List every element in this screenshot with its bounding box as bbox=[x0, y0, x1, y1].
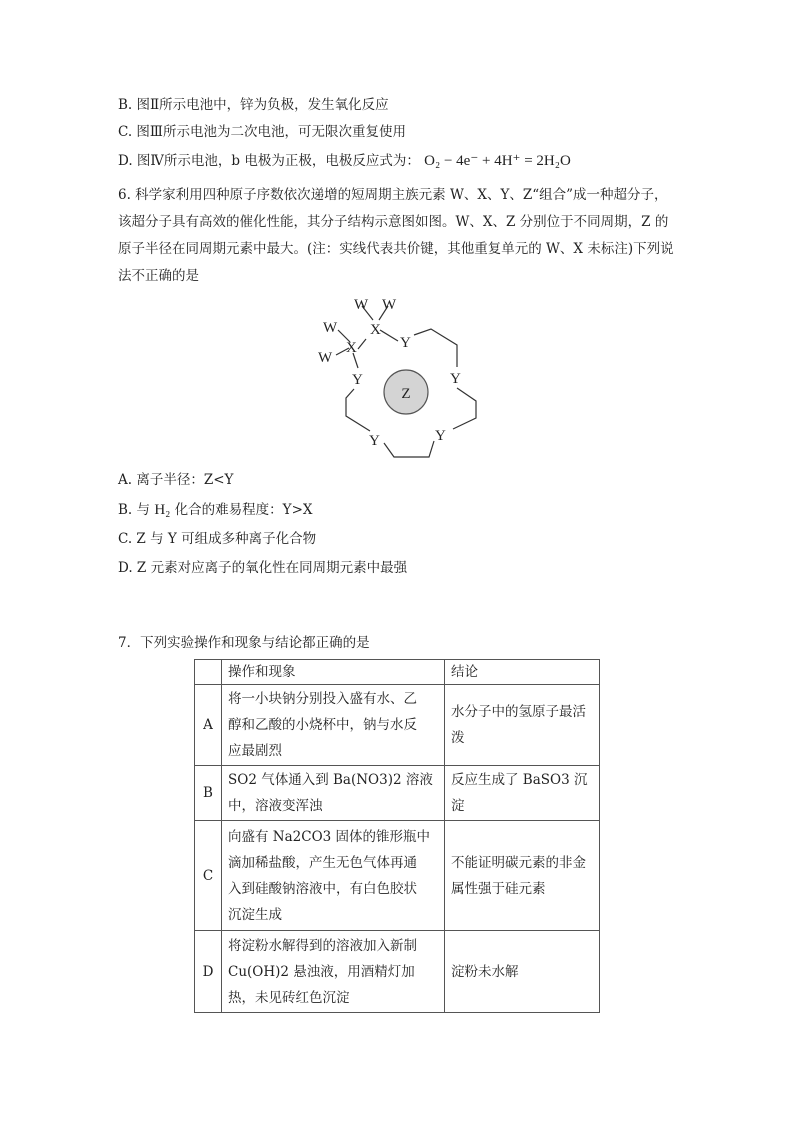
w-label-3: W bbox=[323, 320, 338, 336]
option-d-prev-text: D. 图Ⅳ所示电池，b 电极为正极，电极反应式为： bbox=[118, 153, 420, 169]
concl-line: 属性强于硅元素 bbox=[451, 880, 546, 897]
q7-table bbox=[194, 659, 600, 1013]
row-operation bbox=[222, 821, 445, 931]
x-label-1: X bbox=[370, 322, 381, 338]
table-row bbox=[195, 766, 600, 821]
concl-line: 泼 bbox=[451, 730, 465, 746]
y-label-3: Y bbox=[352, 372, 363, 388]
concl-line: 反应生成了 BaSO3 沉 bbox=[451, 772, 588, 788]
op-line: 沉淀生成 bbox=[228, 906, 282, 923]
concl-line: 淀粉未水解 bbox=[451, 963, 519, 980]
row-operation bbox=[222, 931, 445, 1013]
row-label: D bbox=[195, 931, 222, 1013]
op-line: 入到硅酸钠溶液中，有白色胶状 bbox=[228, 880, 417, 897]
h2-formula: H₂ bbox=[154, 502, 171, 518]
option-b-prev: B. 图Ⅱ所示电池中，锌为负极，发生氧化反应 bbox=[118, 97, 389, 113]
y-label-5: Y bbox=[369, 433, 380, 449]
q6-option-b-prefix: B. 与 bbox=[118, 502, 151, 518]
row-conclusion bbox=[445, 685, 600, 766]
header-conclusion: 结论 bbox=[445, 660, 600, 685]
op-line: 热，未见砖红色沉淀 bbox=[228, 989, 350, 1006]
q6-option-d: D. Z 元素对应离子的氧化性在同周期元素中最强 bbox=[118, 560, 408, 576]
y-label-2: Y bbox=[450, 371, 461, 387]
row-conclusion bbox=[445, 766, 600, 821]
q6-option-a: A. 离子半径：Z<Y bbox=[118, 472, 234, 488]
op-line: 中，溶液变浑浊 bbox=[228, 798, 323, 814]
x-label-2: X bbox=[346, 340, 357, 356]
op-line: 滴加稀盐酸，产生无色气体再通 bbox=[228, 854, 417, 871]
concl-line: 不能证明碳元素的非金 bbox=[451, 854, 586, 871]
w-label-1: W bbox=[354, 297, 369, 313]
op-line: 将一小块钠分别投入盛有水、乙 bbox=[228, 691, 417, 707]
op-line: 向盛有 Na2CO3 固体的锥形瓶中 bbox=[228, 828, 431, 845]
row-operation bbox=[222, 766, 445, 821]
concl-line: 淀 bbox=[451, 798, 465, 814]
op-line: 应最剧烈 bbox=[228, 743, 282, 759]
table-row bbox=[195, 931, 600, 1013]
y-label-1: Y bbox=[400, 335, 411, 351]
row-label: A bbox=[195, 685, 222, 766]
op-line: Cu(OH)2 悬浊液，用酒精灯加 bbox=[228, 963, 415, 980]
row-conclusion bbox=[445, 931, 600, 1013]
w-label-2: W bbox=[382, 297, 397, 313]
question-7-stem: 7．下列实验操作和现象与结论都正确的是 bbox=[118, 635, 370, 651]
question-6-stem: 6. 科学家利用四种原子序数依次递增的短周期主族元素 W、X、Y、Z“组合”成一种超分子，该超分子具有高效的催化性能，其分子结构示意图如图。W、X、Z 分别位于不同周期，Z 的原子半径在同周期元素中最大。(注：实线代表共价键，其他重复单元的 W、X 未标注)下列说法不正确的是 bbox=[118, 187, 674, 284]
option-c-prev: C. 图Ⅲ所示电池为二次电池，可无限次重复使用 bbox=[118, 124, 406, 140]
y-label-4: Y bbox=[435, 428, 446, 444]
concl-line: 水分子中的氢原子最活 bbox=[451, 704, 586, 720]
row-conclusion bbox=[445, 821, 600, 931]
op-line: 将淀粉水解得到的溶液加入新制 bbox=[228, 937, 417, 954]
op-line: 醇和乙酸的小烧杯中，钠与水反 bbox=[228, 717, 417, 733]
row-operation bbox=[222, 685, 445, 766]
option-d-prev bbox=[118, 150, 571, 172]
w-label-4: W bbox=[318, 350, 333, 366]
row-label: B bbox=[195, 766, 222, 821]
row-label: C bbox=[195, 821, 222, 931]
table-row bbox=[195, 821, 600, 931]
q6-option-b bbox=[118, 499, 313, 521]
op-line: SO2 气体通入到 Ba(NO3)2 溶液 bbox=[228, 772, 433, 788]
center-z-label: Z bbox=[401, 386, 411, 402]
q6-option-c: C. Z 与 Y 可组成多种离子化合物 bbox=[118, 531, 317, 547]
header-operation: 操作和现象 bbox=[222, 660, 445, 685]
table-row bbox=[195, 685, 600, 766]
header-label-cell bbox=[195, 660, 222, 685]
table-header-row bbox=[195, 660, 600, 685]
supramolecule-diagram bbox=[300, 290, 500, 465]
q6-option-b-suffix: 化合的难易程度：Y>X bbox=[174, 502, 313, 518]
electrode-formula: O₂ − 4e⁻ + 4H⁺ = 2H₂O bbox=[424, 153, 571, 169]
